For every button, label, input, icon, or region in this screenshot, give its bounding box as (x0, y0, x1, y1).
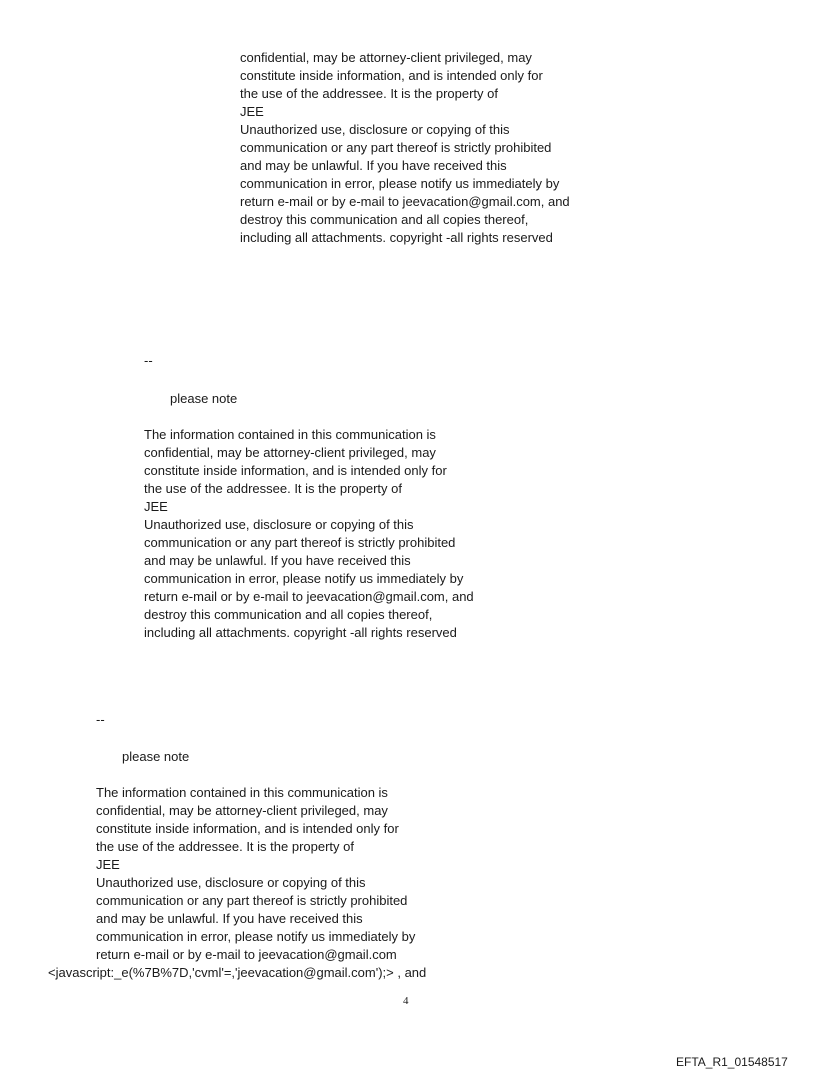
text-line: including all attachments. copyright -all rights reserved (240, 230, 553, 245)
text-line: return e-mail or by e-mail to jeevacation@gmail.com, and (144, 589, 474, 604)
text-line: The information contained in this communication is (144, 427, 436, 442)
text-line: constitute inside information, and is intended only for (240, 68, 543, 83)
text-line: constitute inside information, and is intended only for (96, 821, 399, 836)
text-line: JEE (96, 857, 120, 872)
text-line: JEE (240, 104, 264, 119)
text-line: confidential, may be attorney-client privileged, may (96, 803, 388, 818)
text-line: the use of the addressee. It is the property of (144, 481, 402, 496)
text-line: and may be unlawful. If you have received this (96, 911, 363, 926)
text-line: the use of the addressee. It is the property of (96, 839, 354, 854)
text-line: destroy this communication and all copies thereof, (240, 212, 529, 227)
text-line: confidential, may be attorney-client privileged, may (240, 50, 532, 65)
javascript-link-text: <javascript:_e(%7B%7D,'cvml'=,'jeevacation@gmail.com');> , and (48, 965, 427, 980)
text-line: and may be unlawful. If you have received this (144, 553, 411, 568)
note-heading: please note (122, 749, 190, 764)
text-line: constitute inside information, and is intended only for (144, 463, 447, 478)
text-line: communication or any part thereof is strictly prohibited (240, 140, 552, 155)
text-line: Unauthorized use, disclosure or copying of this (144, 517, 414, 532)
text-line: communication in error, please notify us immediately by (96, 929, 416, 944)
text-line: communication or any part thereof is strictly prohibited (96, 893, 408, 908)
text-line: communication or any part thereof is strictly prohibited (144, 535, 456, 550)
text-line: including all attachments. copyright -all rights reserved (144, 625, 457, 640)
text-line: communication in error, please notify us immediately by (240, 176, 560, 191)
text-line: communication in error, please notify us immediately by (144, 571, 464, 586)
text-line: The information contained in this communication is (96, 785, 388, 800)
separator: -- (96, 712, 105, 727)
text-line: return e-mail or by e-mail to jeevacation@gmail.com (96, 947, 397, 962)
text-line: Unauthorized use, disclosure or copying of this (96, 875, 366, 890)
separator: -- (144, 353, 153, 368)
text-line: destroy this communication and all copies thereof, (144, 607, 433, 622)
text-line: return e-mail or by e-mail to jeevacation@gmail.com, and (240, 194, 570, 209)
text-line: the use of the addressee. It is the property of (240, 86, 498, 101)
text-line: Unauthorized use, disclosure or copying of this (240, 122, 510, 137)
note-heading: please note (170, 391, 238, 406)
document-id: EFTA_R1_01548517 (676, 1055, 788, 1069)
text-line: and may be unlawful. If you have received this (240, 158, 507, 173)
text-line: JEE (144, 499, 168, 514)
page-number: 4 (403, 995, 409, 1007)
text-line: confidential, may be attorney-client privileged, may (144, 445, 436, 460)
